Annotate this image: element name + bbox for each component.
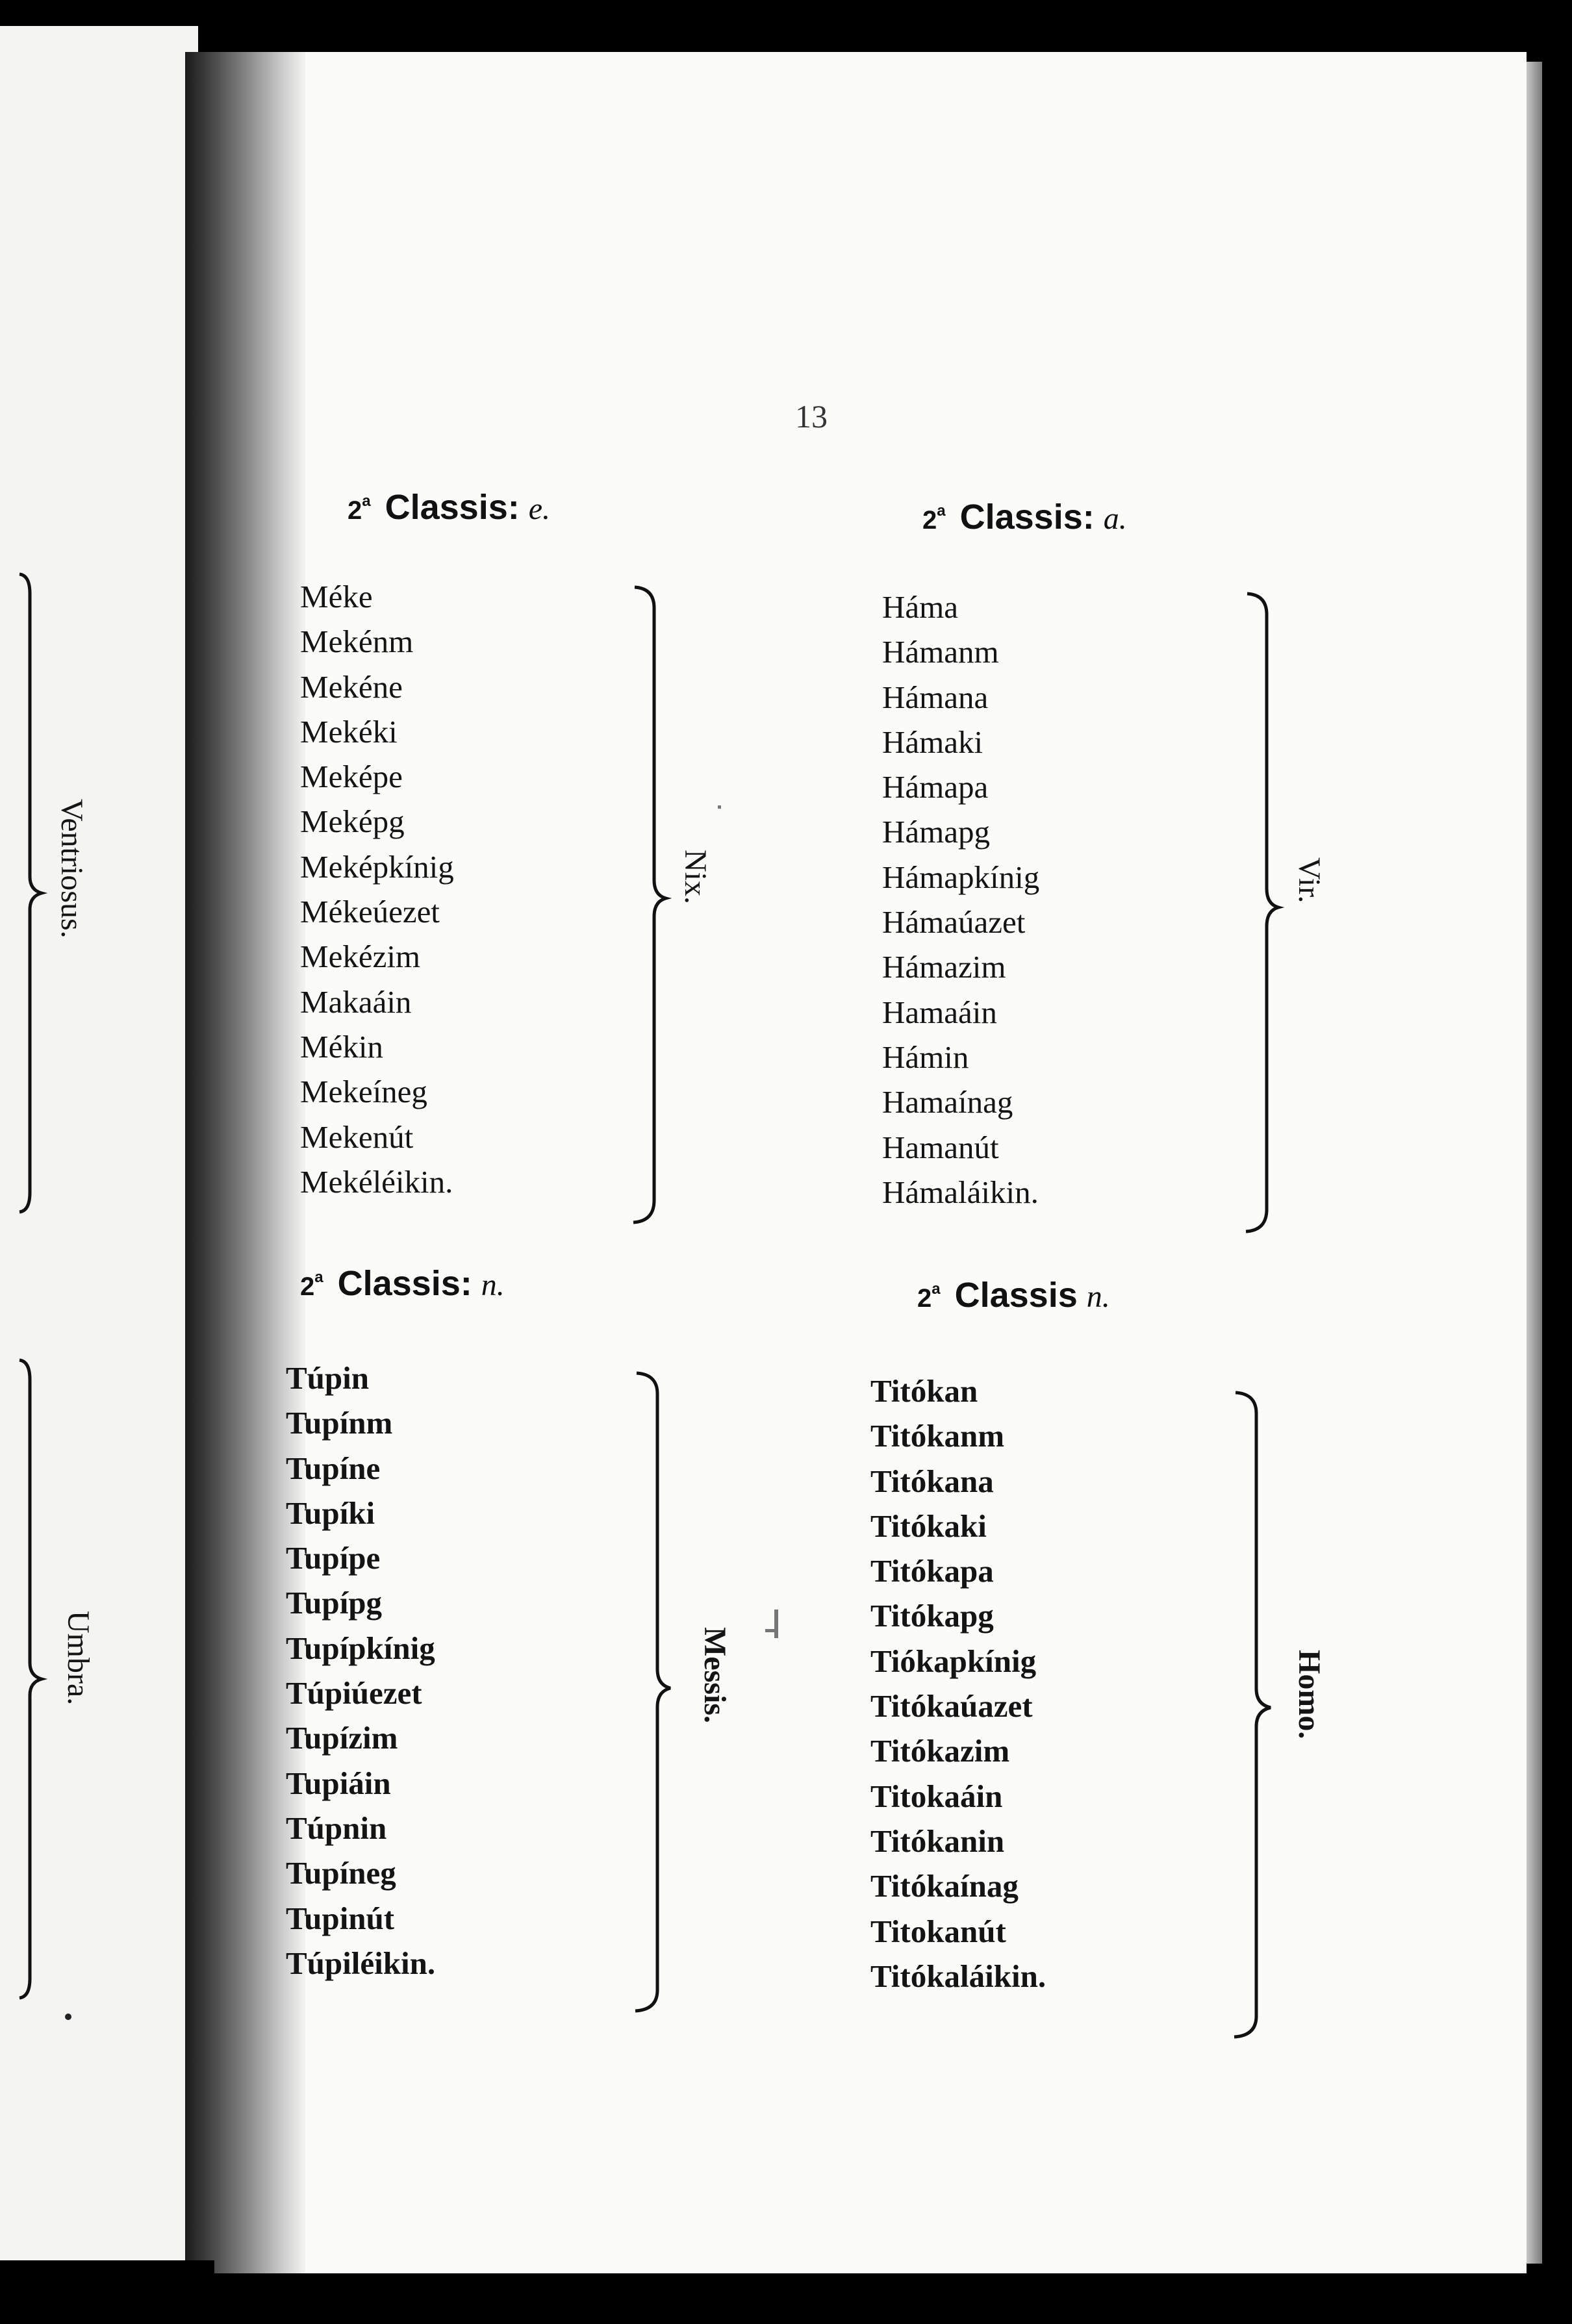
- facing-gloss-2: Umbra.: [61, 1611, 95, 1706]
- facing-brace-2: [12, 1358, 51, 2001]
- heading-ordinal: 2$^a$: [917, 1280, 941, 1313]
- heading-keyword: Classis:: [385, 488, 520, 527]
- case-form: Túpin: [286, 1360, 370, 1396]
- brace-messis: [629, 1370, 678, 2014]
- case-form: Titókazim: [870, 1733, 1010, 1769]
- case-form: Titókanin: [870, 1823, 1005, 1859]
- case-form: Hámapkínig: [882, 859, 1040, 895]
- scan-speck: [774, 1610, 778, 1638]
- section-heading-n-homo: [917, 1275, 1110, 1315]
- case-form: Hámapa: [882, 769, 989, 805]
- heading-keyword: Classis:: [337, 1264, 472, 1303]
- case-form: Hámin: [882, 1039, 969, 1075]
- case-form: Meképkínig: [300, 848, 454, 885]
- heading-letter: n.: [1086, 1280, 1110, 1314]
- case-form: Méke: [300, 579, 373, 614]
- declension-list-homo: [870, 1369, 1046, 1999]
- brace-nix: [627, 585, 672, 1224]
- case-form: Túpnin: [286, 1810, 387, 1846]
- case-form: Hámazim: [882, 949, 1006, 985]
- case-form: Hamanút: [882, 1129, 999, 1165]
- case-form: Mékin: [300, 1028, 383, 1065]
- declension-list-nix: [300, 574, 454, 1204]
- heading-ordinal: 2$^a$: [300, 1269, 323, 1301]
- brace-homo: [1228, 1390, 1280, 2040]
- case-form: Titókana: [870, 1463, 994, 1499]
- gloss-messis: Messis.: [698, 1627, 732, 1723]
- case-form: Titókan: [870, 1373, 978, 1409]
- case-form: Tupípg: [286, 1585, 383, 1621]
- case-form: Túpiúezet: [286, 1675, 422, 1711]
- section-heading-e: [348, 487, 550, 527]
- case-form: Mekénm: [300, 624, 414, 660]
- declension-list-vir: [882, 585, 1039, 1215]
- facing-brace-1: [12, 572, 51, 1215]
- case-form: Titókaláikin.: [870, 1958, 1046, 1994]
- case-form: Hámanm: [882, 634, 999, 670]
- case-form: Titókanm: [870, 1418, 1005, 1454]
- case-form: Tupíne: [286, 1450, 381, 1486]
- case-form: Mekeíneg: [300, 1074, 427, 1110]
- section-heading-n-messis: [300, 1263, 505, 1304]
- case-form: Titókapg: [870, 1598, 994, 1634]
- case-form: Titokanút: [870, 1913, 1006, 1949]
- heading-keyword: Classis:: [959, 498, 1095, 537]
- case-form: Mékeúezet: [300, 894, 440, 930]
- case-form: Tupiáin: [286, 1765, 391, 1801]
- case-form: Tupíneg: [286, 1855, 396, 1891]
- heading-ordinal: 2$^a$: [348, 492, 371, 525]
- facing-page-dot: [65, 2014, 71, 2020]
- declension-list-messis: [286, 1356, 435, 1986]
- gloss-vir: Vir.: [1292, 857, 1326, 903]
- case-form: Tupízim: [286, 1720, 398, 1756]
- case-form: Hámana: [882, 679, 989, 715]
- case-form: Titókaínag: [870, 1868, 1019, 1904]
- gloss-homo: Homo.: [1292, 1650, 1326, 1739]
- case-form: Tupípe: [286, 1540, 381, 1576]
- heading-letter: n.: [481, 1268, 505, 1302]
- case-form: Háma: [882, 589, 958, 625]
- case-form: Tupípkínig: [286, 1630, 435, 1666]
- brace-vir: [1239, 591, 1285, 1234]
- case-form: Mekenút: [300, 1118, 414, 1155]
- case-form: Meképe: [300, 759, 403, 795]
- scan-speck: [718, 805, 721, 809]
- case-form: Titokaáin: [870, 1778, 1003, 1814]
- case-form: Hamaáin: [882, 994, 997, 1030]
- case-form: Tupinút: [286, 1900, 395, 1936]
- case-form: Mekéléikin.: [300, 1163, 453, 1200]
- section-heading-a: [922, 497, 1127, 537]
- case-form: Tupíki: [286, 1495, 375, 1531]
- case-form: Hamaínag: [882, 1084, 1013, 1120]
- gloss-nix: Nix.: [678, 850, 713, 904]
- case-form: Hámaláikin.: [882, 1174, 1039, 1210]
- case-form: Mekéki: [300, 713, 398, 750]
- case-form: Túpiléikin.: [286, 1945, 436, 1981]
- case-form: Meképg: [300, 803, 405, 840]
- heading-keyword: Classis: [954, 1276, 1078, 1315]
- heading-letter: a.: [1103, 501, 1127, 536]
- case-form: Mekézim: [300, 939, 421, 975]
- heading-letter: e.: [528, 492, 551, 526]
- page-edge: [1527, 62, 1542, 2264]
- case-form: Titókaki: [870, 1508, 987, 1544]
- facing-gloss-1: Ventriosus.: [55, 799, 89, 939]
- case-form: Mekéne: [300, 668, 403, 705]
- page-number: 13: [795, 398, 828, 435]
- heading-ordinal: 2$^a$: [922, 502, 946, 535]
- case-form: Titókaúazet: [870, 1688, 1033, 1724]
- case-form: Hámapg: [882, 814, 990, 850]
- case-form: Makaáin: [300, 983, 412, 1020]
- case-form: Titókapa: [870, 1553, 994, 1589]
- case-form: Hámaki: [882, 724, 983, 760]
- case-form: Tupínm: [286, 1405, 393, 1441]
- scan-speck: [765, 1629, 774, 1632]
- case-form: Tiókapkínig: [870, 1643, 1037, 1679]
- case-form: Hámaúazet: [882, 904, 1026, 941]
